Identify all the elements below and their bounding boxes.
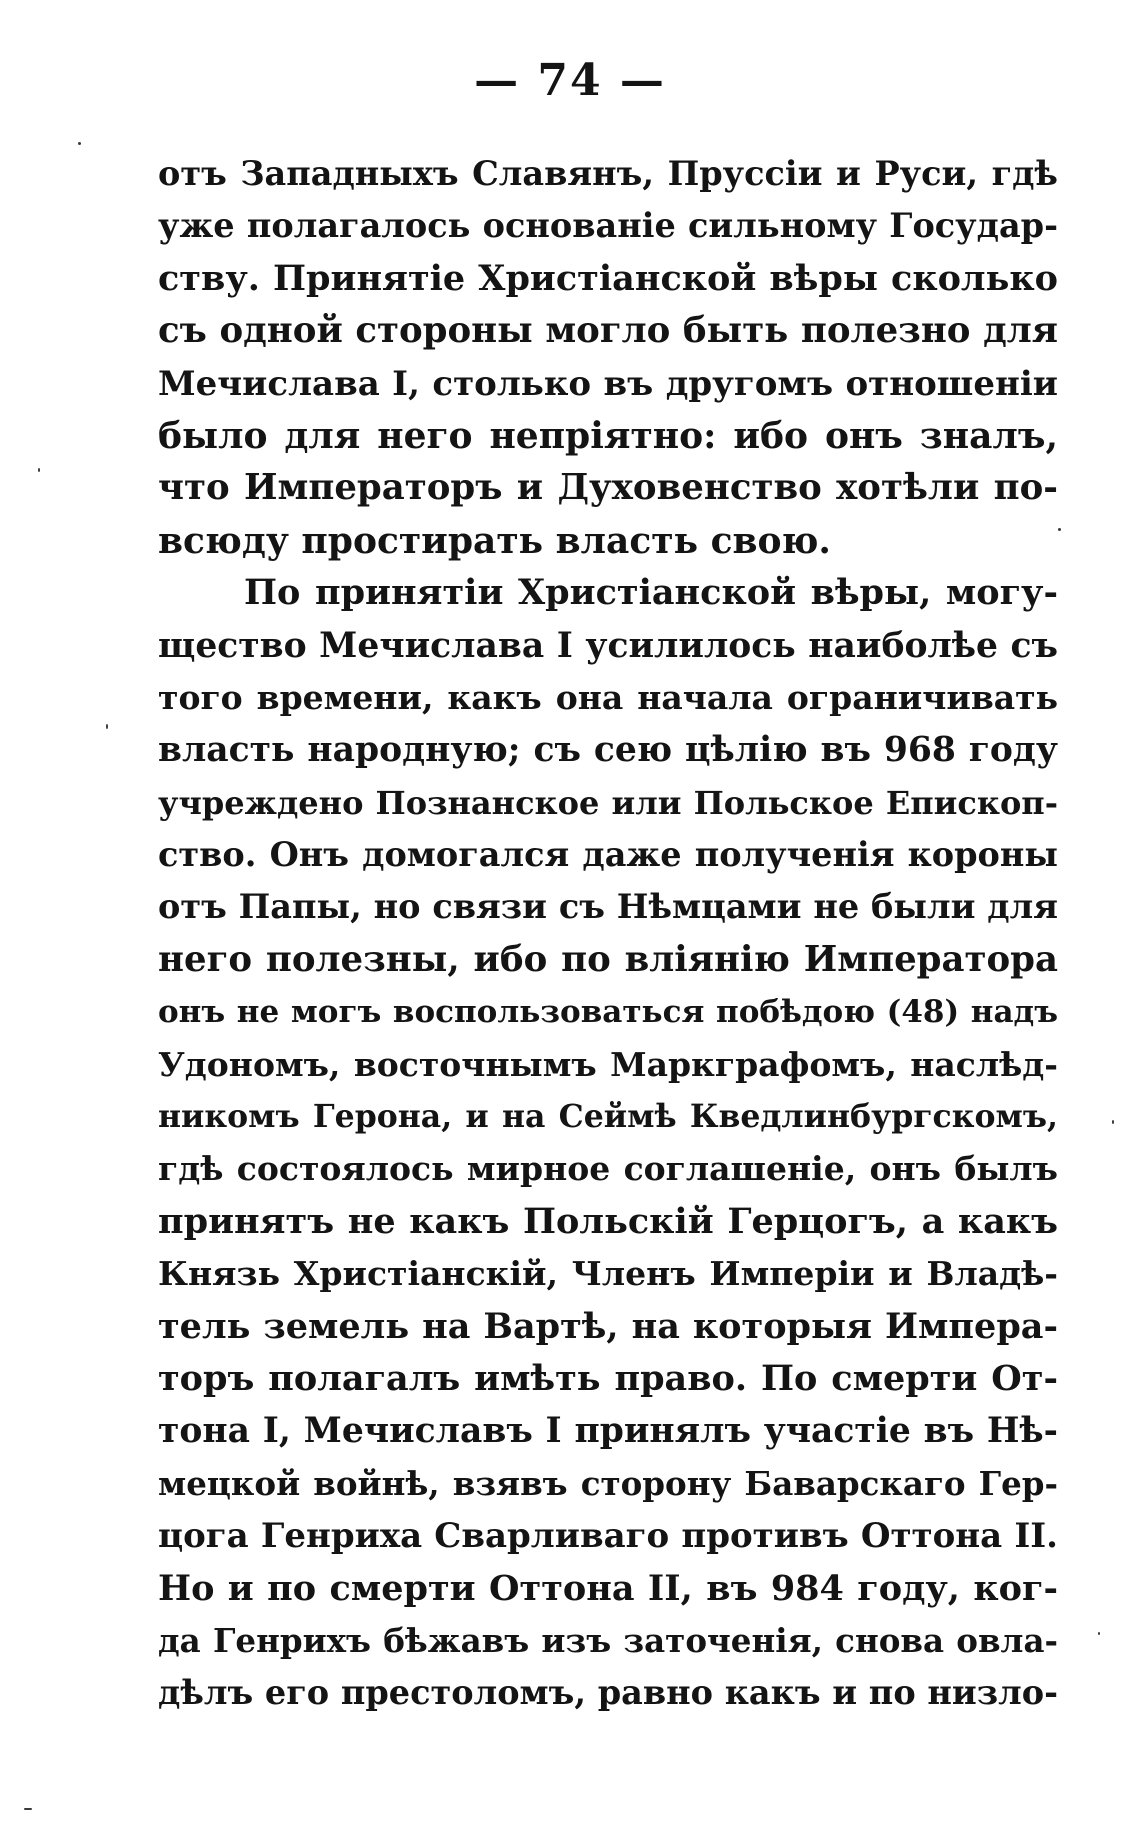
text-line: отъ Папы, но связи съ Нѣмцами не были для: [158, 887, 1058, 927]
text-line: Мечислава I, столько въ другомъ отношеніи: [158, 363, 1058, 404]
text-line: щество Мечислава I усилилось наиболѣе съ: [158, 625, 1058, 666]
text-line: всюду простирать власть свою.: [158, 519, 831, 562]
ink-speck: [24, 1808, 32, 1810]
text-line: Удономъ, восточнымъ Маркграфомъ, наслѣд-: [158, 1044, 1058, 1084]
text-line: него полезны, ибо по вліянію Императора: [158, 938, 1058, 980]
body-text: [158, 148, 1058, 1720]
text-line: власть народную; съ сею цѣлію въ 968 году: [158, 730, 1058, 771]
text-line: съ одной стороны могло быть полезно для: [158, 310, 1058, 352]
text-line: было для него непріятно: ибо онъ зналъ,: [158, 414, 1058, 457]
ink-speck: [1058, 528, 1061, 531]
text-line: да Генрихъ бѣжавъ изъ заточенія, снова овла-: [158, 1620, 1058, 1660]
text-line: никомъ Герона, и на Сеймѣ Кведлинбургскомъ,: [158, 1098, 1058, 1136]
text-line: учреждено Познанское или Польское Епископ-: [158, 783, 1058, 822]
text-line: По принятіи Христіанской вѣры, могу-: [244, 572, 1058, 614]
text-line: торъ полагалъ имѣть право. По смерти От-: [158, 1357, 1058, 1399]
text-line: тона I, Мечиславъ I принялъ участіе въ Нѣ-: [158, 1411, 1058, 1452]
text-line: мецкой войнѣ, взявъ сторону Баварскаго Гер-: [158, 1463, 1058, 1503]
text-line: Но и по смерти Оттона II, въ 984 году, ког-: [158, 1567, 1058, 1609]
text-line: тель земель на Вартѣ, на которыя Импера-: [158, 1305, 1058, 1347]
text-line: гдѣ состоялось мирное соглашеніе, онъ былъ: [158, 1149, 1058, 1189]
text-line: дѣлъ его престоломъ, равно какъ и по низло-: [158, 1673, 1058, 1713]
text-line: цога Генриха Сварливаго противъ Оттона II.: [158, 1516, 1058, 1557]
ink-speck: [1112, 1120, 1114, 1124]
page-number: — 74 —: [474, 55, 666, 106]
ink-speck: [38, 468, 40, 472]
text-line: того времени, какъ она начала ограничивать: [158, 677, 1058, 717]
paragraph-2: [158, 567, 1058, 1720]
text-line: онъ не могъ воспользоваться побѣдою (48) надъ: [158, 994, 1058, 1031]
text-line: ство. Онъ домогался даже полученія короны: [158, 835, 1058, 875]
text-line: Князь Христіанскій, Членъ Имперіи и Владѣ-: [158, 1254, 1058, 1294]
paragraph-1: [158, 148, 1058, 567]
text-line: что Императоръ и Духовенство хотѣли по-: [158, 467, 1058, 509]
ink-speck: [78, 142, 81, 145]
text-line: принятъ не какъ Польскій Герцогъ, а какъ: [158, 1200, 1058, 1242]
text-line: отъ Западныхъ Славянъ, Пруссіи и Руси, гдѣ: [158, 154, 1058, 193]
text-line: уже полагалось основаніе сильному Государ-: [158, 206, 1058, 246]
ink-speck: [106, 724, 108, 729]
text-line: ству. Принятіе Христіанской вѣры сколько: [158, 257, 1058, 299]
ink-speck: [1098, 1632, 1100, 1635]
